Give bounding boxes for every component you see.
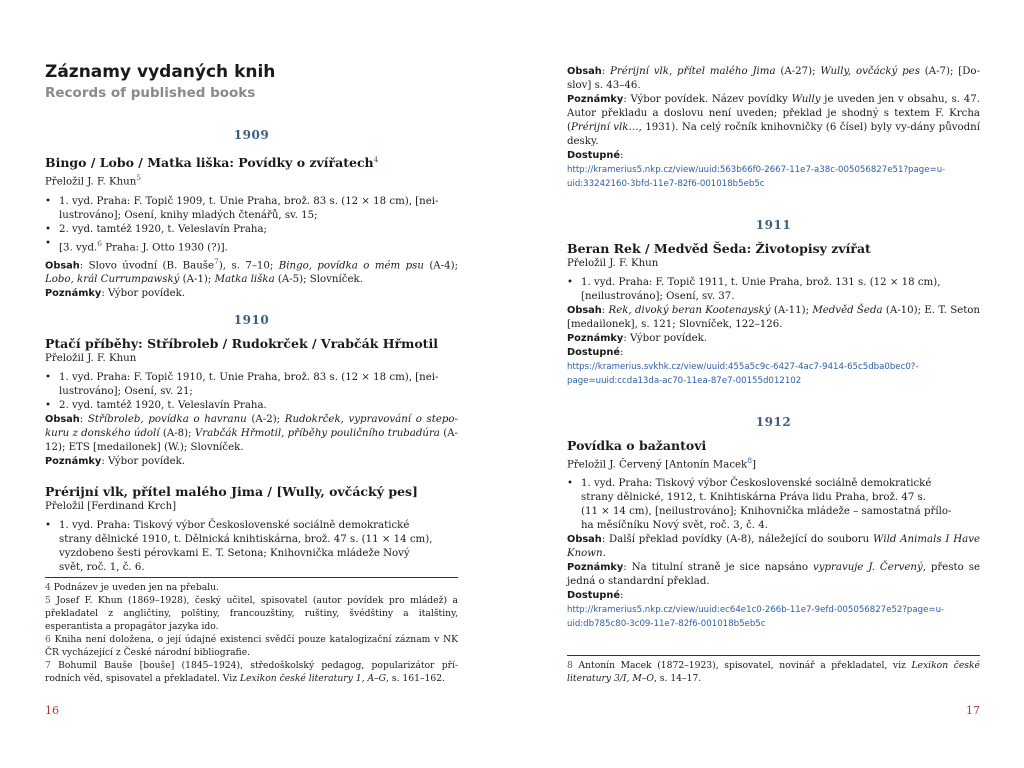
footnotes <box>567 659 980 685</box>
edition-item: • 1. vyd. Praha: Tiskový výbor Československé sociálně demokratické strany dělnické, 1912, t. Knihtiskárna Práva lidu Praha, brož. 47 s. (11 × 14 cm), [neilustrováno]; Knihovnička mládeže – samostatná přílo- ha měsíčníku Nový svět, roč. 3, č. 4. <box>567 477 980 533</box>
translator: Přeložil J. F. Khun <box>45 353 137 364</box>
footnote-8: 8 Antonín Macek (1872–1923), spisovatel, novinář a překladatel, viz Lexikon české literatury 3/I, M–O, s. 14–17. <box>567 660 980 684</box>
availability-link[interactable]: http://kramerius5.nkp.cz/view/uuid:563b66f0-2667-11e7-a38c-005056827e51?page=u- uid:33242160-3bfd-11e7-82f6-001018b5eb5c <box>567 165 946 189</box>
edition-item: • 1. vyd. Praha: F. Topič 1910, t. Unie Praha, brož. 83 s. (12 × 18 cm), [nei- lustrováno]; Osení, sv. 21; <box>45 371 458 399</box>
edition-item: • 1. vyd. Praha: Tiskový výbor Československé sociálně demokratické strany dělnické 1910, t. Dělnická knihtiskárna, brož. 47 s. (11 × 14 cm), vyzdobeno šesti pérovkami E. T. Setona; Knihovnička mládeže Nový svět, roč. 1, č. 6. <box>45 519 458 575</box>
notes-paragraph: Poznámky: Na titulní straně je sice napsáno vypravuje J. Červený, přesto se jedná o standardní překlad. <box>567 562 980 588</box>
contents-paragraph: Obsah: Prérijní vlk, přítel malého Jima (A-27); Wully, ovčácký pes (A-7); [Do-slov] s. 43–46. <box>567 66 981 91</box>
notes-paragraph: Poznámky: Výbor povídek. <box>567 333 708 344</box>
book-title: Prérijní vlk, přítel malého Jima / [Wully, ovčácký pes] <box>45 484 418 499</box>
translator: Přeložil J. F. Khun <box>567 258 659 269</box>
book-title: Povídka o bažantovi <box>567 438 707 453</box>
available-label: Dostupné: <box>567 347 624 358</box>
notes-paragraph: Poznámky: Výbor povídek. <box>45 456 186 467</box>
edition-item: • [3. vyd.$^6$ Praha: J. Otto 1930 (?)]. <box>45 237 458 255</box>
footnote-6: 6 Kniha není doložena, o její údajné existenci svědčí pouze katalogizační záznam v NK ČR vycházející z České národní bibliografie. <box>45 634 458 658</box>
available-label: Dostupné: <box>567 150 624 161</box>
book-title: Beran Rek / Medvěd Šeda: Životopisy zvířat <box>567 241 871 256</box>
book-record-beran-rek <box>567 241 980 388</box>
notes-paragraph: Poznámky: Výbor povídek. Název povídky Wully je uveden jen v obsahu, s. 47. Autor překladu a doslovu není uveden; překlad je shodný s textem F. Krcha (Prérijní vlk…, 1931). Na celý ročník knihovničky (6 čísel) byly vy-dány původní desky. <box>567 94 980 147</box>
year-heading-1909: 1909 <box>233 128 270 142</box>
edition-item: • 1. vyd. Praha: F. Topič 1911, t. Unie Praha, brož. 131 s. (12 × 18 cm), [neilustrováno]; Osení, sv. 37. <box>567 276 980 304</box>
edition-item: • 2. vyd. tamtéž 1920, t. Veleslavín Praha. <box>45 399 458 413</box>
book-record-prerijni-vlk-continued <box>567 65 980 191</box>
year-heading-1910: 1910 <box>233 313 270 327</box>
book-title: Bingo / Lobo / Matka liška: Povídky o zvířatech$^4$ <box>45 155 379 171</box>
book-record-prerijni-vlk <box>45 484 458 575</box>
availability-link[interactable]: http://kramerius5.nkp.cz/view/uuid:ec64e1c0-266b-11e7-9efd-005056827e52?page=u- uid:db785c80-3c09-11e7-82f6-001018b5eb5c <box>567 605 945 630</box>
book-title: Ptačí příběhy: Stříbroleb / Rudokrček / Vrabčák Hřmotil <box>45 336 438 351</box>
section-subtitle: Records of published books <box>45 85 256 101</box>
footnote-ref: 5 <box>136 173 142 183</box>
contents-paragraph: Obsah: Stříbroleb, povídka o havranu (A-2); Rudokrček, vypravování o stepo- kuru z donského údolí (A-8); Vrabčák Hřmotil, příběhy pouličního trubadúra (A-12); ETS [medailonek] (W.); Slovníček. <box>45 414 459 453</box>
book-record-povidka-o-bazantovi <box>567 438 980 631</box>
footnote-ref: 6 <box>97 238 102 248</box>
available-label: Dostupné: <box>567 590 624 602</box>
translator: Přeložil [Ferdinand Krch] <box>45 501 177 512</box>
footnote-7: 7 Bohumil Bauše [bouše] (1845–1924), středoškolský pedagog, popularizátor pří- rodních věd, spisovatel a překladatel. Viz Lexikon české literatury 1, A–G, s. 161–162. <box>45 660 459 684</box>
translator: Přeložil J. Červený [Antonín Macek$^8$] <box>567 456 756 471</box>
book-record-bingo <box>45 152 458 301</box>
footnote-rule <box>45 577 458 578</box>
contents-paragraph: Obsah: Slovo úvodní (B. Bauše$^7$), s. 7–10; Bingo, povídka o mém psu (A-4); Lobo, král Currumpawský (A-1); Matka liška (A-5); Slovníček. <box>45 256 458 286</box>
footnotes <box>45 581 458 685</box>
footnote-ref: 8 <box>747 456 753 465</box>
section-title: Záznamy vydaných knih <box>45 62 276 82</box>
contents-paragraph: Obsah: Rek, divoký beran Kootenayský (A-11); Medvěd Šeda (A-10); E. T. Seton [medailonek], s. 121; Slovníček, 122–126. <box>567 305 980 330</box>
footnote-ref: 4 <box>373 155 379 164</box>
availability-link[interactable]: https://kramerius.svkhk.cz/view/uuid:455a5c9c-6427-4ac7-9414-65c5dba0bec0?- page=uuid:ccda13da-ac70-11ea-87e7-00155d012102 <box>567 362 919 386</box>
book-record-ptaci-pribehy <box>45 336 458 469</box>
footnote-rule <box>567 655 980 656</box>
contents-paragraph: Obsah: Další překlad povídky (A-8), náležející do souboru Wild Animals I Have Known. <box>567 534 980 560</box>
footnote-5: 5 Josef F. Khun (1869–1928), český učitel, spisovatel (autor povídek pro mládež) a překladatel z angličtiny, polštiny, francouzštiny, ruštiny, švédštiny a italštiny, esperantista a propagátor jazyka ido. <box>45 595 459 632</box>
page-number: 17 <box>966 704 980 717</box>
translator: Přeložil J. F. Khun$^5$ <box>45 173 142 188</box>
notes-paragraph: Poznámky: Výbor povídek. <box>45 288 186 300</box>
edition-item: • 2. vyd. tamtéž 1920, t. Veleslavín Praha; <box>45 223 458 237</box>
edition-item: • 1. vyd. Praha: F. Topič 1909, t. Unie Praha, brož. 83 s. (12 × 18 cm), [nei- lustrováno]; Osení, knihy mladých čtenářů, sv. 15; <box>45 195 458 223</box>
page-number: 16 <box>45 704 59 717</box>
year-heading-1911: 1911 <box>755 218 792 232</box>
footnote-4: 4 Podnázev je uveden jen na přebalu. <box>45 582 219 593</box>
year-heading-1912: 1912 <box>755 415 792 429</box>
footnote-ref: 7 <box>214 256 219 266</box>
